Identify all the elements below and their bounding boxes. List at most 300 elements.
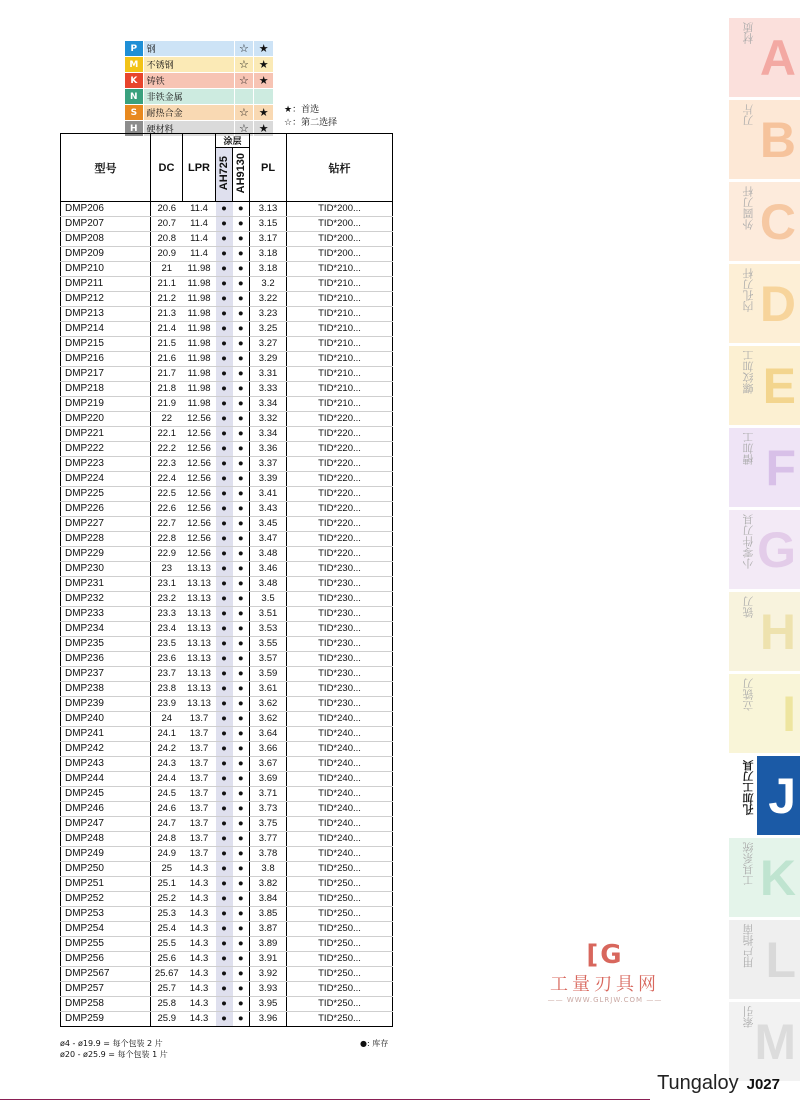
lpr-value: 11.4 xyxy=(183,217,216,232)
stock-dot-ah725: ● xyxy=(216,772,233,787)
table-row xyxy=(61,262,393,277)
boring-bar: TID*220... xyxy=(287,472,393,487)
material-code: N xyxy=(125,89,144,105)
dc-value: 25.3 xyxy=(151,907,183,922)
stock-dot-ah9130: ● xyxy=(233,847,250,862)
tab-f[interactable] xyxy=(729,428,800,507)
boring-bar: TID*200... xyxy=(287,202,393,217)
dc-value: 20.7 xyxy=(151,217,183,232)
dc-value: 24.4 xyxy=(151,772,183,787)
boring-bar: TID*250... xyxy=(287,877,393,892)
pl-value: 3.66 xyxy=(250,742,287,757)
tab-letter: F xyxy=(765,440,796,496)
lpr-value: 11.98 xyxy=(183,262,216,277)
pl-value: 3.13 xyxy=(250,202,287,217)
table-row xyxy=(61,367,393,382)
table-row xyxy=(61,352,393,367)
lpr-value: 14.3 xyxy=(183,892,216,907)
boring-bar: TID*240... xyxy=(287,832,393,847)
stock-dot-ah9130: ● xyxy=(233,742,250,757)
stock-dot-ah725: ● xyxy=(216,352,233,367)
dc-value: 21.7 xyxy=(151,367,183,382)
stock-dot-ah9130: ● xyxy=(233,997,250,1012)
dc-value: 23.5 xyxy=(151,637,183,652)
tab-label: 立铣刀 xyxy=(742,678,755,711)
lpr-value: 12.56 xyxy=(183,487,216,502)
material-name: 硬材料 xyxy=(143,121,234,137)
part-number: DMP218 xyxy=(61,382,151,397)
dc-value: 22.9 xyxy=(151,547,183,562)
lpr-value: 13.7 xyxy=(183,832,216,847)
lpr-value: 14.3 xyxy=(183,952,216,967)
tab-k[interactable] xyxy=(729,838,800,917)
tab-j[interactable] xyxy=(729,756,800,835)
stock-dot-ah9130: ● xyxy=(233,607,250,622)
table-row xyxy=(61,397,393,412)
star-key-second: ☆：第二选择 xyxy=(284,118,338,128)
stock-dot-ah9130: ● xyxy=(233,577,250,592)
dc-value: 25.8 xyxy=(151,997,183,1012)
boring-bar: TID*200... xyxy=(287,232,393,247)
dc-value: 23.7 xyxy=(151,667,183,682)
stock-dot-ah725: ● xyxy=(216,502,233,517)
part-number: DMP233 xyxy=(61,607,151,622)
part-number: DMP222 xyxy=(61,442,151,457)
boring-bar: TID*220... xyxy=(287,502,393,517)
part-number: DMP235 xyxy=(61,637,151,652)
dc-value: 22.2 xyxy=(151,442,183,457)
stock-dot-ah9130: ● xyxy=(233,532,250,547)
page-number: J027 xyxy=(746,1076,780,1093)
material-code: K xyxy=(125,73,144,89)
lpr-value: 11.98 xyxy=(183,307,216,322)
header-row-1 xyxy=(61,134,393,148)
table-row xyxy=(61,307,393,322)
pl-value: 3.87 xyxy=(250,922,287,937)
lpr-value: 11.98 xyxy=(183,322,216,337)
boring-bar: TID*250... xyxy=(287,922,393,937)
tab-letter: C xyxy=(759,194,796,250)
boring-bar: TID*250... xyxy=(287,982,393,997)
boring-bar: TID*240... xyxy=(287,727,393,742)
stock-dot-ah725: ● xyxy=(216,787,233,802)
tab-label: 螺纹加工 xyxy=(742,350,755,394)
pl-value: 3.96 xyxy=(250,1012,287,1027)
stock-dot-ah725: ● xyxy=(216,427,233,442)
tab-letter: B xyxy=(759,112,796,168)
stock-dot-ah725: ● xyxy=(216,997,233,1012)
boring-bar: TID*210... xyxy=(287,277,393,292)
dc-value: 21.2 xyxy=(151,292,183,307)
boring-bar: TID*230... xyxy=(287,577,393,592)
stock-dot-ah725: ● xyxy=(216,742,233,757)
boring-bar: TID*220... xyxy=(287,427,393,442)
table-row xyxy=(61,817,393,832)
pl-value: 3.33 xyxy=(250,382,287,397)
dc-value: 24 xyxy=(151,712,183,727)
stock-dot-ah725: ● xyxy=(216,232,233,247)
lpr-value: 14.3 xyxy=(183,937,216,952)
pl-value: 3.73 xyxy=(250,802,287,817)
stock-dot-ah9130: ● xyxy=(233,922,250,937)
pl-value: 3.47 xyxy=(250,532,287,547)
part-number: DMP217 xyxy=(61,367,151,382)
lpr-value: 13.13 xyxy=(183,697,216,712)
lpr-value: 14.3 xyxy=(183,1012,216,1027)
header-dc: DC xyxy=(151,134,183,202)
lpr-value: 13.7 xyxy=(183,787,216,802)
stock-dot-ah9130: ● xyxy=(233,982,250,997)
stock-dot-ah725: ● xyxy=(216,682,233,697)
material-name: 铸铁 xyxy=(143,73,234,89)
dc-value: 24.5 xyxy=(151,787,183,802)
stock-dot-ah9130: ● xyxy=(233,442,250,457)
dc-value: 23.9 xyxy=(151,697,183,712)
part-number: DMP256 xyxy=(61,952,151,967)
table-row xyxy=(61,682,393,697)
part-number: DMP219 xyxy=(61,397,151,412)
part-number: DMP232 xyxy=(61,592,151,607)
table-row xyxy=(61,832,393,847)
tab-i[interactable] xyxy=(729,674,800,753)
boring-bar: TID*250... xyxy=(287,862,393,877)
table-row xyxy=(61,382,393,397)
tab-l[interactable] xyxy=(729,920,800,999)
tab-label: 材质 xyxy=(742,22,755,44)
tab-d[interactable] xyxy=(729,264,800,343)
stock-dot-ah9130: ● xyxy=(233,217,250,232)
part-number: DMP246 xyxy=(61,802,151,817)
dc-value: 23.6 xyxy=(151,652,183,667)
tab-b[interactable] xyxy=(729,100,800,179)
stock-dot-ah725: ● xyxy=(216,907,233,922)
table-row xyxy=(61,502,393,517)
pl-value: 3.61 xyxy=(250,682,287,697)
stock-dot-ah9130: ● xyxy=(233,757,250,772)
tab-label: 小零件刀具 xyxy=(742,514,755,569)
stock-dot-ah725: ● xyxy=(216,307,233,322)
lpr-value: 13.13 xyxy=(183,652,216,667)
lpr-value: 12.56 xyxy=(183,412,216,427)
pl-value: 3.22 xyxy=(250,292,287,307)
dc-value: 25.5 xyxy=(151,937,183,952)
first-choice-star: ★ xyxy=(254,41,274,57)
stock-dot-ah725: ● xyxy=(216,472,233,487)
part-number: DMP231 xyxy=(61,577,151,592)
boring-bar: TID*220... xyxy=(287,532,393,547)
product-table xyxy=(60,133,393,1027)
packaging-note-line: ø4 - ø19.9 = 每个包装 2 片 xyxy=(60,1039,163,1048)
dc-value: 21.6 xyxy=(151,352,183,367)
stock-dot-ah725: ● xyxy=(216,547,233,562)
second-choice-star xyxy=(234,89,254,105)
stock-dot-ah9130: ● xyxy=(233,307,250,322)
table-row xyxy=(61,577,393,592)
first-choice-star: ★ xyxy=(254,121,274,137)
pl-value: 3.93 xyxy=(250,982,287,997)
lpr-value: 13.13 xyxy=(183,667,216,682)
lpr-value: 11.98 xyxy=(183,397,216,412)
header-model: 型号 xyxy=(61,134,151,202)
stock-dot-ah9130: ● xyxy=(233,817,250,832)
dc-value: 21.8 xyxy=(151,382,183,397)
tab-letter: L xyxy=(765,932,796,988)
dc-value: 20.8 xyxy=(151,232,183,247)
lpr-value: 13.13 xyxy=(183,577,216,592)
pl-value: 3.59 xyxy=(250,667,287,682)
stock-dot-ah725: ● xyxy=(216,532,233,547)
table-row xyxy=(61,892,393,907)
stock-dot-ah9130: ● xyxy=(233,802,250,817)
boring-bar: TID*240... xyxy=(287,772,393,787)
lpr-value: 13.7 xyxy=(183,742,216,757)
stock-dot-ah725: ● xyxy=(216,397,233,412)
pl-value: 3.51 xyxy=(250,607,287,622)
tab-letter: D xyxy=(759,276,796,332)
part-number: DMP252 xyxy=(61,892,151,907)
boring-bar: TID*230... xyxy=(287,637,393,652)
stock-dot-ah9130: ● xyxy=(233,937,250,952)
dc-value: 21.5 xyxy=(151,337,183,352)
pl-value: 3.84 xyxy=(250,892,287,907)
tab-label: 内孔刀杆 xyxy=(742,268,755,312)
lpr-value: 12.56 xyxy=(183,457,216,472)
watermark-url: —— WWW.GLRJW.COM —— xyxy=(547,996,663,1004)
second-choice-star: ☆ xyxy=(234,105,254,121)
part-number: DMP241 xyxy=(61,727,151,742)
dc-value: 25.9 xyxy=(151,1012,183,1027)
part-number: DMP216 xyxy=(61,352,151,367)
stock-dot-ah9130: ● xyxy=(233,457,250,472)
dc-value: 25 xyxy=(151,862,183,877)
part-number: DMP2567 xyxy=(61,967,151,982)
stock-dot-ah725: ● xyxy=(216,1012,233,1027)
material-code: H xyxy=(125,121,144,137)
part-number: DMP234 xyxy=(61,622,151,637)
stock-dot-ah725: ● xyxy=(216,592,233,607)
star-key-first: ★：首选 xyxy=(284,105,320,115)
boring-bar: TID*230... xyxy=(287,682,393,697)
tab-g[interactable] xyxy=(729,510,800,589)
dc-value: 22.6 xyxy=(151,502,183,517)
stock-dot-ah725: ● xyxy=(216,802,233,817)
header-grade-ah725 xyxy=(216,148,233,202)
stock-dot-ah725: ● xyxy=(216,637,233,652)
table-row xyxy=(61,622,393,637)
table-row xyxy=(61,472,393,487)
lpr-value: 12.56 xyxy=(183,472,216,487)
pl-value: 3.82 xyxy=(250,877,287,892)
material-row xyxy=(125,73,274,89)
part-number: DMP209 xyxy=(61,247,151,262)
stock-dot-ah9130: ● xyxy=(233,202,250,217)
stock-dot-ah725: ● xyxy=(216,622,233,637)
material-row xyxy=(125,41,274,57)
first-choice-star: ★ xyxy=(254,105,274,121)
stock-dot-ah725: ● xyxy=(216,247,233,262)
stock-dot-ah725: ● xyxy=(216,202,233,217)
table-row xyxy=(61,877,393,892)
boring-bar: TID*210... xyxy=(287,292,393,307)
lpr-value: 14.3 xyxy=(183,862,216,877)
dc-value: 22.8 xyxy=(151,532,183,547)
stock-dot-ah9130: ● xyxy=(233,262,250,277)
header-pl: PL xyxy=(250,134,287,202)
table-row xyxy=(61,457,393,472)
stock-dot-ah725: ● xyxy=(216,412,233,427)
lpr-value: 14.3 xyxy=(183,982,216,997)
watermark-name: 工量刃具网 xyxy=(550,974,660,995)
boring-bar: TID*240... xyxy=(287,802,393,817)
pl-value: 3.18 xyxy=(250,262,287,277)
lpr-value: 12.56 xyxy=(183,517,216,532)
table-row xyxy=(61,607,393,622)
dc-value: 22.5 xyxy=(151,487,183,502)
first-choice-star xyxy=(254,89,274,105)
table-row xyxy=(61,547,393,562)
dc-value: 25.6 xyxy=(151,952,183,967)
tab-h[interactable] xyxy=(729,592,800,671)
pl-value: 3.48 xyxy=(250,547,287,562)
pl-value: 3.23 xyxy=(250,307,287,322)
part-number: DMP248 xyxy=(61,832,151,847)
lpr-value: 12.56 xyxy=(183,547,216,562)
first-choice-star: ★ xyxy=(254,57,274,73)
stock-dot-ah9130: ● xyxy=(233,292,250,307)
pl-value: 3.69 xyxy=(250,772,287,787)
table-row xyxy=(61,1012,393,1027)
table-row xyxy=(61,217,393,232)
stock-note: ●: 库存 xyxy=(360,1039,389,1048)
table-row xyxy=(61,532,393,547)
material-row xyxy=(125,89,274,105)
part-number: DMP215 xyxy=(61,337,151,352)
lpr-value: 14.3 xyxy=(183,997,216,1012)
stock-dot-ah9130: ● xyxy=(233,562,250,577)
header-grade-ah9130 xyxy=(233,148,250,202)
dc-value: 24.2 xyxy=(151,742,183,757)
dc-value: 24.7 xyxy=(151,817,183,832)
lpr-value: 14.3 xyxy=(183,907,216,922)
header-coating: 涂层 xyxy=(216,134,250,148)
part-number: DMP258 xyxy=(61,997,151,1012)
table-row xyxy=(61,487,393,502)
pl-value: 3.36 xyxy=(250,442,287,457)
stock-dot-ah9130: ● xyxy=(233,367,250,382)
lpr-value: 11.98 xyxy=(183,352,216,367)
tab-c[interactable] xyxy=(729,182,800,261)
boring-bar: TID*250... xyxy=(287,1012,393,1027)
stock-dot-ah9130: ● xyxy=(233,787,250,802)
boring-bar: TID*240... xyxy=(287,787,393,802)
stock-dot-ah725: ● xyxy=(216,217,233,232)
part-number: DMP227 xyxy=(61,517,151,532)
pl-value: 3.5 xyxy=(250,592,287,607)
lpr-value: 13.13 xyxy=(183,607,216,622)
boring-bar: TID*240... xyxy=(287,757,393,772)
tab-letter: A xyxy=(759,30,796,86)
part-number: DMP211 xyxy=(61,277,151,292)
part-number: DMP249 xyxy=(61,847,151,862)
boring-bar: TID*210... xyxy=(287,262,393,277)
stock-dot-ah725: ● xyxy=(216,877,233,892)
tab-a[interactable] xyxy=(729,18,800,97)
boring-bar: TID*230... xyxy=(287,697,393,712)
part-number: DMP212 xyxy=(61,292,151,307)
stock-dot-ah9130: ● xyxy=(233,277,250,292)
tab-letter: K xyxy=(759,850,796,906)
tab-e[interactable] xyxy=(729,346,800,425)
pl-value: 3.25 xyxy=(250,322,287,337)
pl-value: 3.32 xyxy=(250,412,287,427)
tab-letter: E xyxy=(762,358,796,414)
dc-value: 23.1 xyxy=(151,577,183,592)
part-number: DMP213 xyxy=(61,307,151,322)
table-row xyxy=(61,997,393,1012)
dc-value: 24.3 xyxy=(151,757,183,772)
part-number: DMP250 xyxy=(61,862,151,877)
stock-dot-ah725: ● xyxy=(216,937,233,952)
tab-label: 外圆刀杆 xyxy=(742,186,755,230)
pl-value: 3.48 xyxy=(250,577,287,592)
material-code: M xyxy=(125,57,144,73)
tab-letter: H xyxy=(759,604,796,660)
boring-bar: TID*230... xyxy=(287,592,393,607)
pl-value: 3.71 xyxy=(250,787,287,802)
boring-bar: TID*250... xyxy=(287,892,393,907)
boring-bar: TID*210... xyxy=(287,382,393,397)
tab-m[interactable] xyxy=(729,1002,800,1081)
table-row xyxy=(61,427,393,442)
boring-bar: TID*250... xyxy=(287,967,393,982)
part-number: DMP243 xyxy=(61,757,151,772)
table-row xyxy=(61,412,393,427)
stock-dot-ah9130: ● xyxy=(233,592,250,607)
dc-value: 25.4 xyxy=(151,922,183,937)
pl-value: 3.55 xyxy=(250,637,287,652)
stock-dot-ah9130: ● xyxy=(233,502,250,517)
dc-value: 21.4 xyxy=(151,322,183,337)
tab-label: 孔加工刀具 xyxy=(742,760,755,815)
dc-value: 23.3 xyxy=(151,607,183,622)
stock-dot-ah725: ● xyxy=(216,607,233,622)
table-row xyxy=(61,727,393,742)
part-number: DMP230 xyxy=(61,562,151,577)
table-row xyxy=(61,337,393,352)
dc-value: 24.1 xyxy=(151,727,183,742)
stock-dot-ah725: ● xyxy=(216,832,233,847)
dc-value: 20.9 xyxy=(151,247,183,262)
pl-value: 3.31 xyxy=(250,367,287,382)
table-row xyxy=(61,862,393,877)
pl-value: 3.43 xyxy=(250,502,287,517)
table-row xyxy=(61,907,393,922)
stock-dot-ah725: ● xyxy=(216,817,233,832)
part-number: DMP223 xyxy=(61,457,151,472)
dc-value: 24.9 xyxy=(151,847,183,862)
stock-dot-ah725: ● xyxy=(216,847,233,862)
boring-bar: TID*230... xyxy=(287,622,393,637)
lpr-value: 13.7 xyxy=(183,727,216,742)
part-number: DMP206 xyxy=(61,202,151,217)
grade-ah725-label: AH725 xyxy=(218,155,230,191)
table-row xyxy=(61,667,393,682)
dc-value: 21.9 xyxy=(151,397,183,412)
stock-dot-ah725: ● xyxy=(216,457,233,472)
second-choice-star: ☆ xyxy=(234,41,254,57)
stock-dot-ah9130: ● xyxy=(233,322,250,337)
stock-dot-ah9130: ● xyxy=(233,862,250,877)
